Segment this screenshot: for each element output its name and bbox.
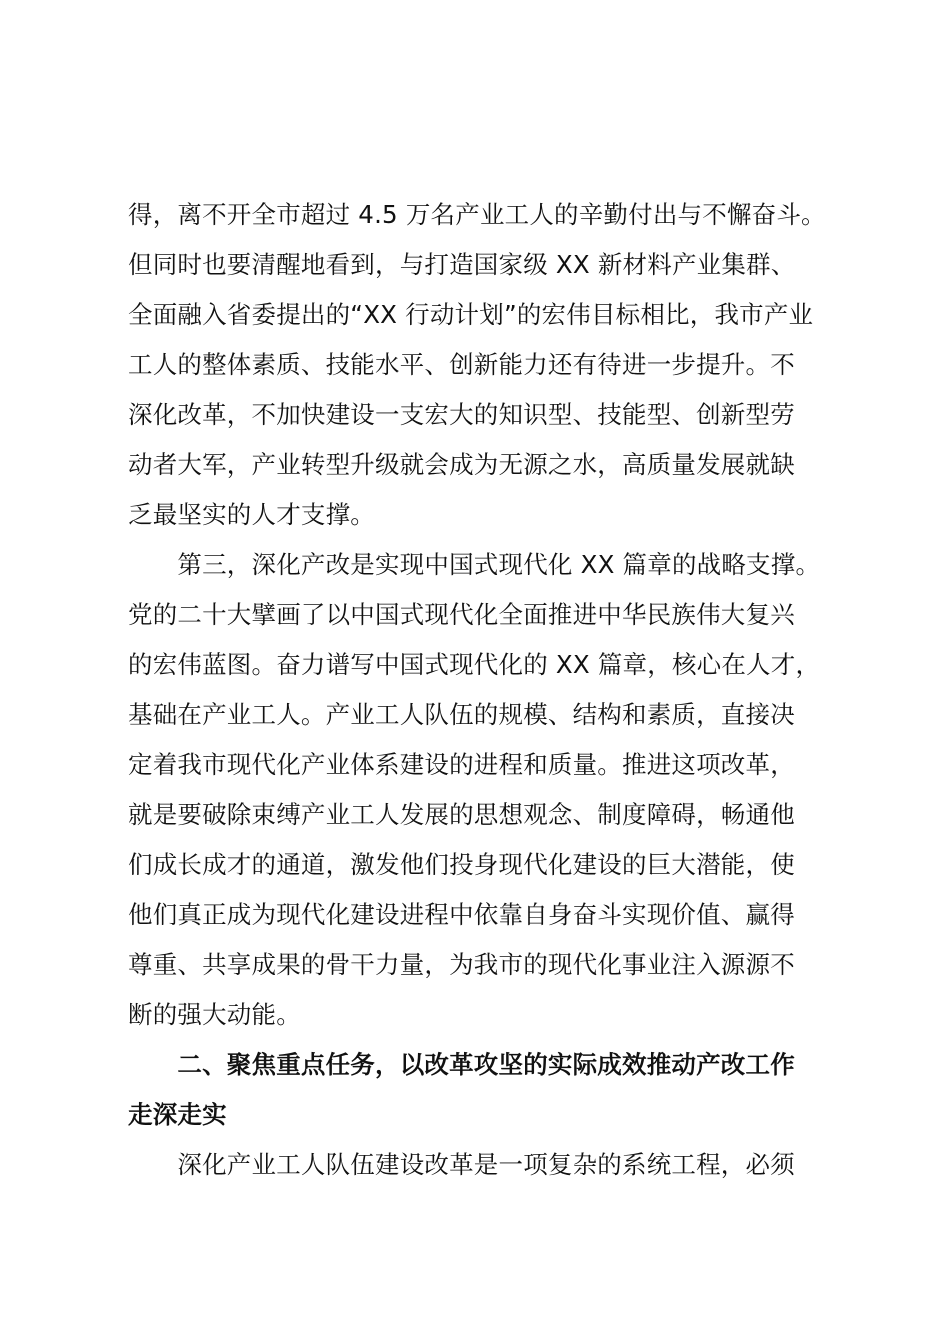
- paragraph-third-point: [128, 540, 848, 1040]
- heading-line: 二、聚焦重点任务，以改革攻坚的实际成效推动产改工作: [128, 1050, 795, 1079]
- text-line: 定着我市现代化产业体系建设的进程和质量。推进这项改革，: [128, 750, 795, 779]
- paragraph-reform-intro: [128, 1140, 848, 1190]
- text-line: 深化产业工人队伍建设改革是一项复杂的系统工程，必须: [128, 1150, 795, 1179]
- paragraph-workforce-challenge: [128, 190, 848, 540]
- text-line: 们成长成才的通道，激发他们投身现代化建设的巨大潜能，使: [128, 850, 795, 879]
- document-body: [128, 190, 848, 1190]
- text-line: 断的强大动能。: [128, 1000, 301, 1029]
- text-line: 深化改革，不加快建设一支宏大的知识型、技能型、创新型劳: [128, 400, 795, 429]
- text-line: 得，离不开全市超过 4.5 万名产业工人的辛勤付出与不懈奋斗。: [128, 200, 826, 229]
- text-line: 基础在产业工人。产业工人队伍的规模、结构和素质，直接决: [128, 700, 795, 729]
- text-line: 全面融入省委提出的“XX 行动计划”的宏伟目标相比，我市产业: [128, 300, 814, 329]
- text-line: 工人的整体素质、技能水平、创新能力还有待进一步提升。不: [128, 350, 795, 379]
- text-line: 第三，深化产改是实现中国式现代化 XX 篇章的战略支撑。: [128, 550, 821, 579]
- heading-line: 走深走实: [128, 1100, 227, 1129]
- text-line: 尊重、共享成果的骨干力量，为我市的现代化事业注入源源不: [128, 950, 795, 979]
- text-line: 乏最坚实的人才支撑。: [128, 500, 375, 529]
- text-line: 党的二十大擘画了以中国式现代化全面推进中华民族伟大复兴: [128, 600, 795, 629]
- text-line: 动者大军，产业转型升级就会成为无源之水，高质量发展就缺: [128, 450, 795, 479]
- text-line: 就是要破除束缚产业工人发展的思想观念、制度障碍，畅通他: [128, 800, 795, 829]
- text-line: 的宏伟蓝图。奋力谱写中国式现代化的 XX 篇章，核心在人才，: [128, 650, 821, 679]
- text-line: 他们真正成为现代化建设进程中依靠自身奋斗实现价值、赢得: [128, 900, 795, 929]
- section-heading-two: [128, 1040, 848, 1140]
- text-line: 但同时也要清醒地看到，与打造国家级 XX 新材料产业集群、: [128, 250, 796, 279]
